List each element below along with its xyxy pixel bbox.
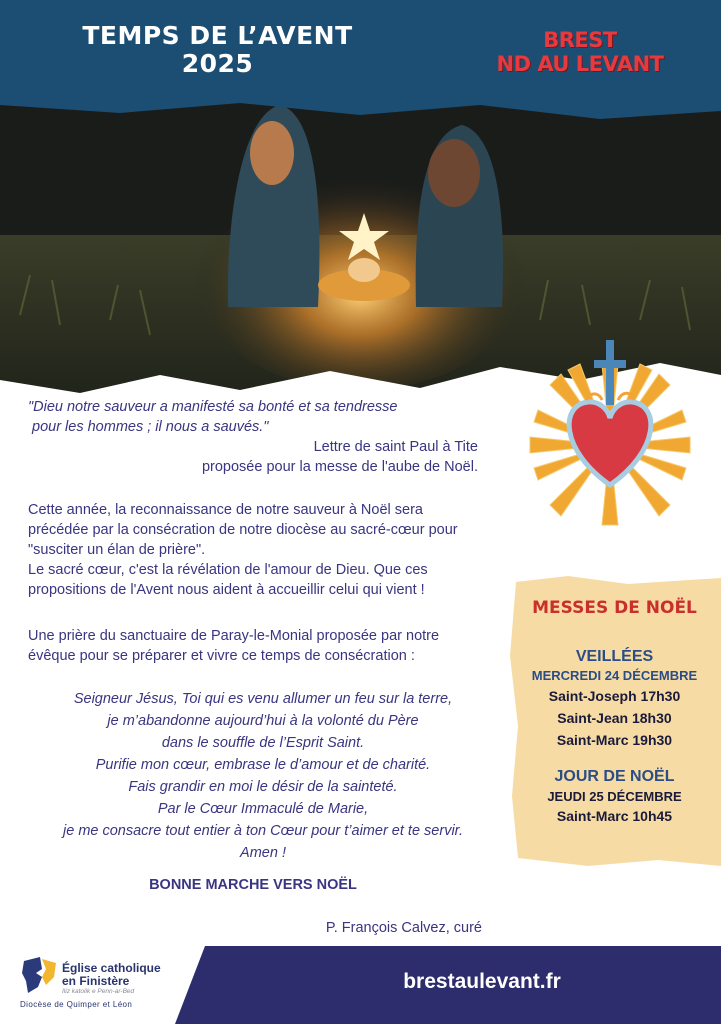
paragraph-line: Le sacré cœur, c'est la révélation de l'amour de Dieu. Que ces: [28, 562, 428, 578]
parish-line-1: BREST: [543, 28, 617, 52]
eve-heading: VEILLÉES: [575, 648, 654, 665]
paragraph-advent: [28, 500, 498, 600]
paragraph-prayer-intro: [28, 626, 498, 666]
parish-line-2: ND AU LEVANT: [496, 52, 664, 76]
diocese-logo-icon: [20, 955, 60, 997]
quote-line-1: "Dieu notre sauveur a manifesté sa bonté et sa tendresse: [28, 399, 398, 415]
mass-time: Saint-Marc 19h30: [556, 732, 673, 748]
reference-line-2: proposée pour la messe de l'aube de Noël.: [201, 459, 478, 475]
paragraph-line: évêque pour se préparer et vivre ce temps de consécration :: [28, 648, 415, 664]
mass-time: Saint-Joseph 17h30: [548, 688, 681, 704]
logo-tagline: Iliz katolik e Penn-ar-Bed: [62, 988, 135, 995]
logo-line-1: Église catholique: [62, 961, 161, 975]
masses-title: MESSES DE NOËL: [532, 598, 697, 618]
sacred-heart-icon: [520, 330, 700, 530]
eve-date: MERCREDI 24 DÉCEMBRE: [531, 668, 698, 683]
paragraph-line: "susciter un élan de prière".: [28, 542, 206, 558]
parish-name: [470, 28, 690, 76]
reference-line-1: Lettre de saint Paul à Tite: [313, 439, 478, 455]
day-date: JEUDI 25 DÉCEMBRE: [547, 789, 682, 804]
paragraph-line: Une prière du sanctuaire de Paray-le-Monial proposée par notre: [28, 628, 440, 644]
bible-quote: [28, 397, 498, 437]
title-line-2: 2025: [181, 49, 254, 78]
prayer-text: [28, 688, 498, 864]
closing-greeting: BONNE MARCHE VERS NOËL: [149, 877, 357, 893]
mass-time: Saint-Marc 10h45: [556, 808, 673, 824]
prayer-line: Purifie mon cœur, embrase le d’amour et de charité.: [95, 757, 431, 773]
page-title: [60, 22, 375, 78]
website-link[interactable]: brestaulevant.fr: [403, 970, 561, 993]
signature: P. François Calvez, curé: [325, 920, 482, 936]
quote-line-2: pour les hommes ; il nous a sauvés.": [32, 419, 269, 435]
title-line-1: TEMPS DE L’AVENT: [82, 21, 353, 50]
prayer-line: Amen !: [240, 845, 286, 861]
prayer-line: Fais grandir en moi le désir de la sainteté.: [128, 779, 398, 795]
paragraph-line: précédée par la consécration de notre diocèse au sacré-cœur pour: [28, 522, 458, 538]
mass-time: Saint-Jean 18h30: [557, 710, 672, 726]
quote-reference: [180, 437, 478, 477]
logo-line-2: en Finistère: [62, 974, 130, 988]
paragraph-line: propositions de l'Avent nous aident à accueillir celui qui vient !: [28, 582, 425, 598]
paragraph-line: Cette année, la reconnaissance de notre sauveur à Noël sera: [28, 502, 423, 518]
prayer-line: Seigneur Jésus, Toi qui es venu allumer un feu sur la terre,: [73, 691, 453, 707]
prayer-line: dans le souffle de l’Esprit Saint.: [161, 735, 365, 751]
prayer-line: je me consacre tout entier à ton Cœur pour t’aimer et te servir.: [63, 823, 463, 839]
day-heading: JOUR DE NOËL: [554, 768, 675, 785]
prayer-line: je m’abandonne aujourd’hui à la volonté du Père: [107, 713, 419, 729]
prayer-line: Par le Cœur Immaculé de Marie,: [157, 801, 369, 817]
logo-diocese: Diocèse de Quimper et Léon: [20, 1000, 133, 1009]
